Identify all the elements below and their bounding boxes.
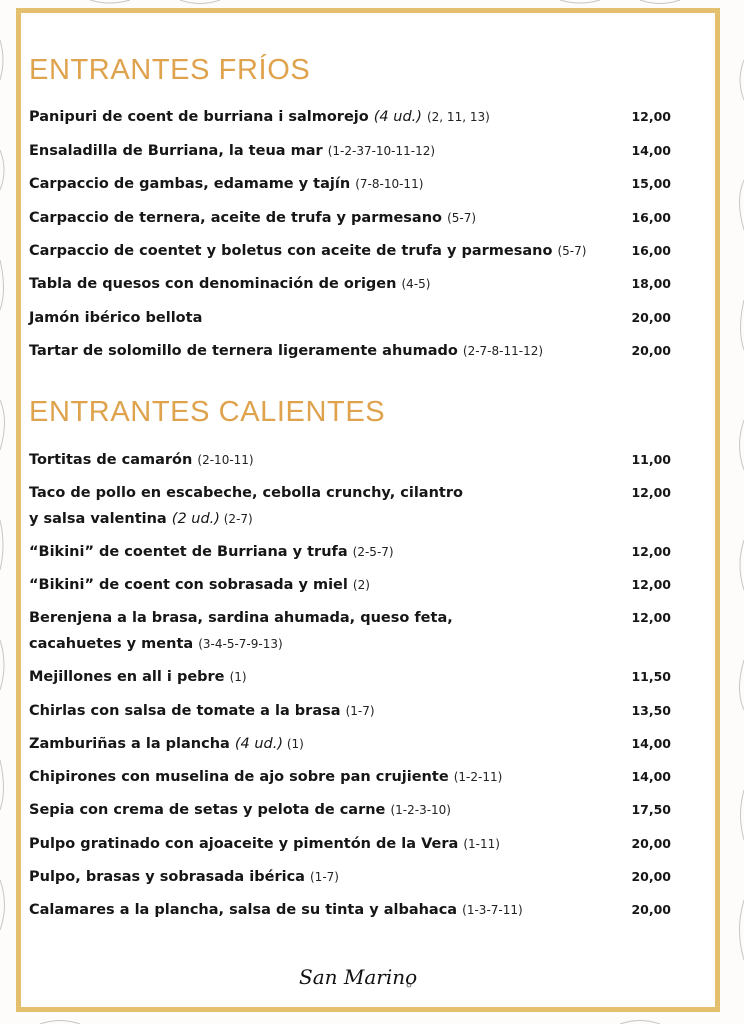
- menu-item: [29, 864, 671, 890]
- item-name: “Bikini” de coent con sobrasada y miel: [29, 577, 353, 593]
- menu-item: [29, 205, 671, 231]
- menu-item: [29, 664, 671, 690]
- menu-item: [29, 104, 671, 130]
- item-allergens: (2, 11, 13): [426, 110, 490, 124]
- item-name: Mejillones en all i pebre: [29, 669, 230, 685]
- item-price: 17,50: [631, 802, 671, 817]
- item-quantity: (4 ud.): [234, 736, 284, 752]
- item-allergens: (2-7): [219, 512, 253, 526]
- item-name: Calamares a la plancha, salsa de su tinta y albahaca: [29, 902, 463, 918]
- item-allergens: (1): [283, 737, 304, 751]
- item-price: 14,00: [631, 143, 671, 158]
- item-name: Jamón ibérico bellota: [29, 310, 203, 326]
- item-allergens: (1-7): [310, 870, 339, 884]
- item-price: 20,00: [631, 310, 671, 325]
- menu-item: [29, 831, 671, 857]
- menu-item: [29, 238, 671, 264]
- item-allergens: (2-10-11): [197, 453, 254, 467]
- restaurant-logo: [277, 958, 427, 994]
- item-allergens: (5-7): [447, 211, 477, 225]
- item-price: 12,00: [631, 109, 671, 124]
- logo-text: San Marino: [299, 965, 418, 989]
- item-name-line2: cacahuetes y menta: [29, 636, 199, 652]
- section-title-hot-starters: ENTRANTES CALIENTES: [29, 396, 386, 428]
- item-allergens: (5-7): [557, 244, 587, 258]
- menu-item: [29, 797, 671, 823]
- item-allergens: (1): [229, 670, 247, 684]
- section-title-cold-starters: ENTRANTES FRÍOS: [29, 54, 311, 86]
- item-price: 14,00: [631, 736, 671, 751]
- item-allergens: (1-11): [463, 837, 500, 851]
- item-name: Tortitas de camarón: [29, 452, 198, 468]
- item-name: Tartar de solomillo de ternera ligeramente ahumado: [29, 343, 463, 359]
- item-quantity: (4 ud.): [373, 109, 422, 125]
- menu-item: [29, 138, 671, 164]
- item-price: 20,00: [631, 836, 671, 851]
- item-price: 11,50: [631, 669, 671, 684]
- menu-item: [29, 605, 671, 657]
- menu-item: [29, 572, 671, 598]
- item-price: 11,00: [631, 452, 671, 467]
- menu-item: [29, 271, 671, 297]
- menu-item: [29, 171, 671, 197]
- item-name: Tabla de quesos con denominación de origen: [29, 276, 402, 292]
- item-name: Zamburiñas a la plancha: [29, 736, 235, 752]
- item-allergens: (2-5-7): [352, 545, 394, 559]
- menu-item: [29, 447, 671, 473]
- item-price: 20,00: [631, 902, 671, 917]
- item-price: 13,50: [631, 703, 671, 718]
- item-price: 12,00: [631, 544, 671, 559]
- item-name: Pulpo, brasas y sobrasada ibérica: [29, 869, 310, 885]
- item-name: Sepia con crema de setas y pelota de carne: [29, 802, 391, 818]
- menu-item: [29, 731, 671, 757]
- item-price: 12,00: [631, 577, 671, 592]
- item-name: “Bikini” de coentet de Burriana y trufa: [29, 544, 353, 560]
- item-name: Panipuri de coent de burriana i salmorejo: [29, 109, 374, 125]
- item-price: 20,00: [631, 869, 671, 884]
- menu-item: [29, 305, 671, 331]
- item-price: 12,00: [631, 485, 671, 500]
- menu-item: [29, 897, 671, 923]
- menu-item: [29, 698, 671, 724]
- item-quantity: (2 ud.): [171, 511, 220, 527]
- item-name: Carpaccio de gambas, edamame y tajín: [29, 176, 356, 192]
- item-allergens: (1-2-37-10-11-12): [327, 144, 436, 158]
- item-price: 15,00: [631, 176, 671, 191]
- item-price: 16,00: [631, 243, 671, 258]
- item-name: Berenjena a la brasa, sardina ahumada, queso feta,: [29, 610, 453, 626]
- item-price: 14,00: [631, 769, 671, 784]
- item-name: Taco de pollo en escabeche, cebolla crunchy, cilantro: [29, 485, 463, 501]
- menu-item: [29, 480, 671, 532]
- item-allergens: (7-8-10-11): [355, 177, 424, 191]
- item-allergens: (1-2-11): [453, 770, 503, 784]
- item-allergens: (2): [352, 578, 370, 592]
- item-allergens: (1-2-3-10): [390, 803, 451, 817]
- item-name: Carpaccio de coentet y boletus con aceite de trufa y parmesano: [29, 243, 558, 259]
- item-allergens: (2-7-8-11-12): [462, 344, 544, 358]
- item-name-line2: y salsa valentina: [29, 511, 172, 527]
- item-allergens: (3-4-5-7-9-13): [198, 637, 283, 651]
- item-allergens: (1-7): [345, 704, 375, 718]
- menu-item: [29, 338, 671, 364]
- item-price: 18,00: [631, 276, 671, 291]
- menu-item: [29, 764, 671, 790]
- item-price: 12,00: [631, 610, 671, 625]
- item-name: Ensaladilla de Burriana, la teua mar: [29, 143, 328, 159]
- item-allergens: (4-5): [401, 277, 431, 291]
- item-price: 16,00: [631, 210, 671, 225]
- item-price: 20,00: [631, 343, 671, 358]
- item-name: Pulpo gratinado con ajoaceite y pimentón de la Vera: [29, 836, 464, 852]
- item-allergens: (1-3-7-11): [462, 903, 523, 917]
- item-name: Chipirones con muselina de ajo sobre pan crujiente: [29, 769, 454, 785]
- item-name: Chirlas con salsa de tomate a la brasa: [29, 703, 346, 719]
- menu-item: [29, 539, 671, 565]
- item-name: Carpaccio de ternera, aceite de trufa y parmesano: [29, 210, 448, 226]
